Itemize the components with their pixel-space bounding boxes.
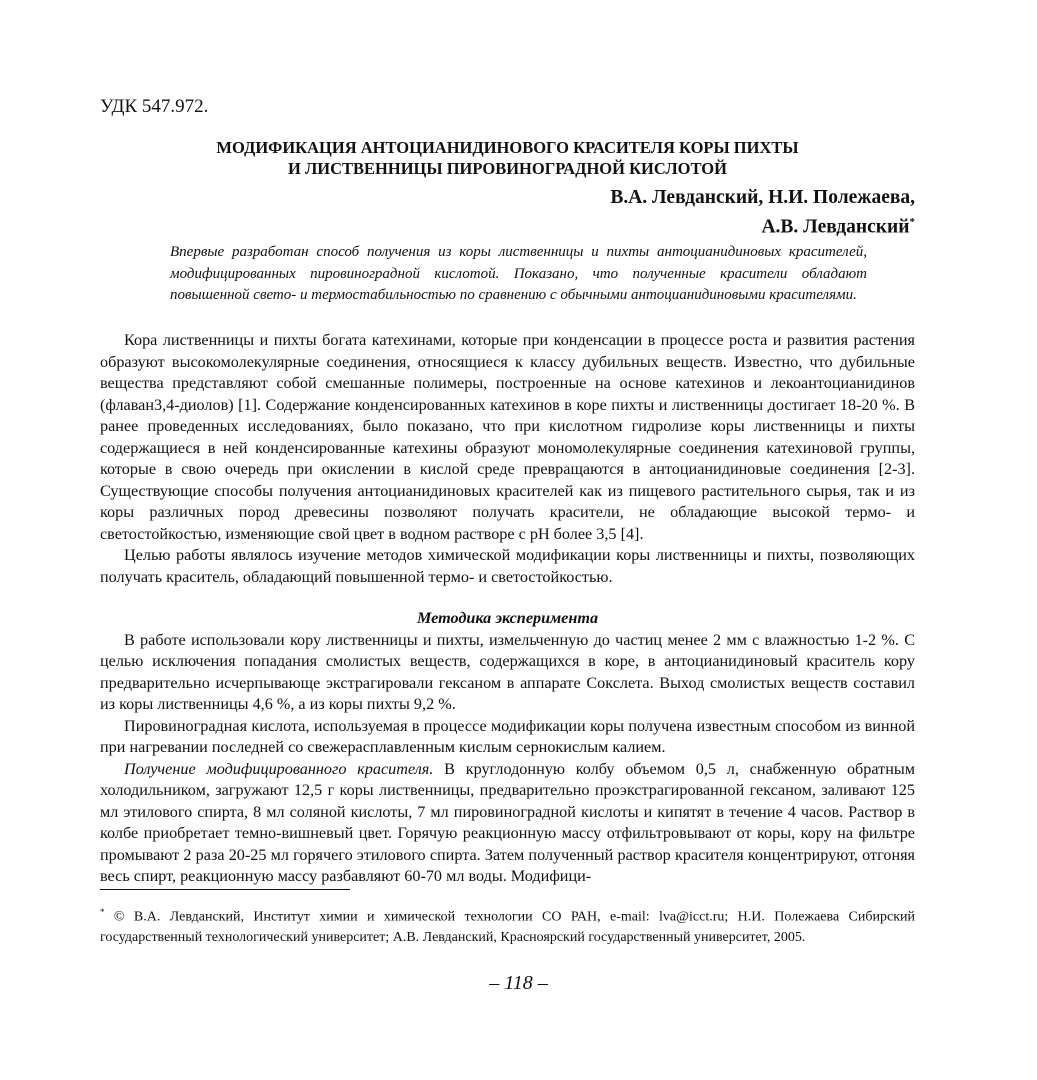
section-heading: Методика эксперимента	[416, 609, 599, 627]
authors-line-2	[610, 210, 915, 240]
methods-section	[100, 608, 915, 888]
article-title	[100, 137, 915, 179]
footnote-mark: *	[909, 216, 915, 228]
methods-paragraph-1: В работе использовали кору лиственницы и пихты, измельченную до частиц менее 2 мм с влажностью 1-2 %. С целью исключения попадания смолистых веществ, содержащихся в коре, в антоцианидиновый краситель кору предварительно исчерпывающе экстрагировали гексаном в аппарате Сокслета. Выход смолистых веществ составил из коры лиственницы 4,6 %, а из коры пихты 9,2 %.	[100, 630, 915, 713]
footnote-divider	[100, 889, 350, 890]
footnote	[100, 902, 915, 948]
subsection-lead: Получение модифицированного красителя.	[124, 759, 434, 778]
methods-paragraph-3-text: В круглодонную колбу объемом 0,5 л, снабженную обратным холодильником, загружают 12,5 г коры лиственницы, предварительно проэкстрагированной гексаном, заливают 125 мл этилового спирта, 8 мл соляной кислоты, 7 мл пировиноградной кислоты и кипятят в течение 4 часов. Раствор в колбе приобретает темно-вишневый цвет. Горячую реакционную массу отфильтровывают от коры, кору на фильтре промывают 2 раза 20-25 мл горячего этилового спирта. Затем полученный раствор красителя концентрируют, отгоняя весь спирт, реакционную массу разбавляют 60-70 мл воды. Модифици-	[100, 759, 916, 885]
footnote-text: © В.А. Левданский, Институт химии и химической технологии СО РАН, e-mail: lva@icct.ru; Н.И. Полежаева Сибирский государственный технологический университет; А.В. Левданский, Красноярский государственный университет, 2005.	[100, 909, 915, 945]
footnote-mark: *	[100, 907, 105, 917]
title-line-2: И ЛИСТВЕННИЦЫ ПИРОВИНОГРАДНОЙ КИСЛОТОЙ	[288, 159, 727, 178]
methods-paragraph-2: Пировиноградная кислота, используемая в процессе модификации коры получена известным способом из винной при нагревании последней со свежерасплавленным кислым сернокислым калием.	[100, 716, 915, 756]
udk-code: УДК 547.972.	[100, 96, 209, 117]
methods-paragraph-3	[100, 759, 915, 888]
authors-line-1: В.А. Левданский, Н.И. Полежаева,	[610, 187, 915, 208]
page-number: – 118 –	[489, 972, 548, 994]
authors-line-2-text: А.В. Левданский	[761, 216, 910, 238]
introduction	[100, 330, 915, 588]
authors	[610, 185, 915, 240]
abstract: Впервые разработан способ получения из коры лиственницы и пихты антоцианидиновых красителей, модифицированных пировиноградной кислотой. Показано, что полученные красители обладают повышенной свето- и термостабильностью по сравнению с обычными антоцианидиновыми красителями.	[170, 244, 867, 303]
intro-paragraph-1: Кора лиственницы и пихты богата катехинами, которые при конденсации в процессе роста и развития растения образуют высокомолекулярные соединения, относящиеся к классу дубильных веществ. Известно, что дубильные вещества представляют собой смешанные полимеры, построенные на основе катехинов и лекоантоцианидинов (флаван3,4-диолов) [1]. Содержание конденсированных катехинов в коре пихты и лиственницы достигает 18-20 %. В ранее проведенных исследованиях, было показано, что при кислотном гидролизе коры лиственницы и пихты содержащиеся в ней конденсированные катехины образуют мономолекулярные соединения катехиновой группы, которые в свою очередь при окислении в кислой среде превращаются в антоцианидиновые соединения [2-3]. Существующие способы получения антоцианидиновых красителей как из пищевого растительного сырья, так и из коры различных пород древесины позволяют получать красители, не обладающие высокой термо- и светостойкостью, изменяющие свой цвет в водном растворе с рН более 3,5 [4].	[100, 331, 915, 543]
intro-paragraph-2: Целью работы являлось изучение методов химической модификации коры лиственницы и пихты, позволяющих получать краситель, обладающий повышенной термо- и светостойкостью.	[100, 546, 915, 586]
title-line-1: МОДИФИКАЦИЯ АНТОЦИАНИДИНОВОГО КРАСИТЕЛЯ КОРЫ ПИХТЫ	[216, 138, 799, 157]
